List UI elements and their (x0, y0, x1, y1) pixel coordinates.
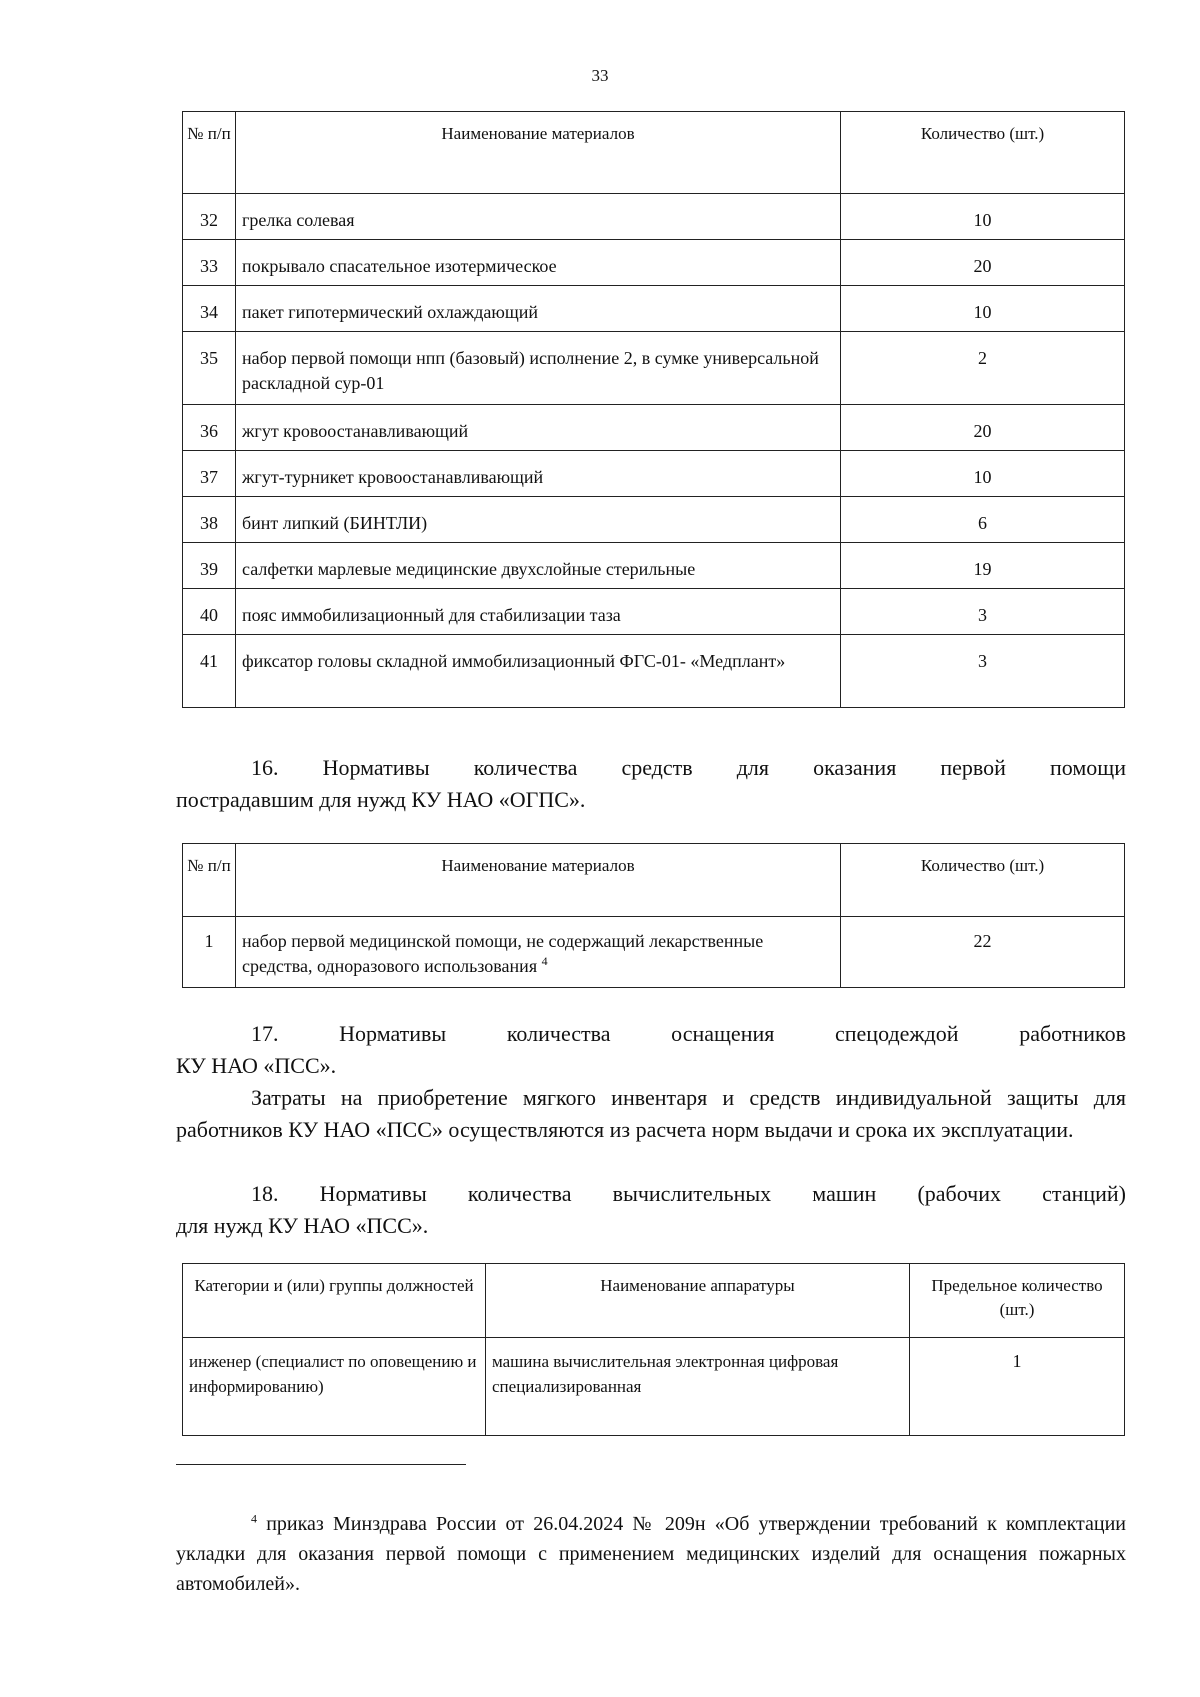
row-name: грелка солевая (236, 194, 841, 240)
table-row (183, 543, 1125, 589)
row-name-text: набор первой медицинской помощи, не содержащий лекарственные средства, одноразового использования (242, 931, 764, 976)
row-quantity: 1 (910, 1338, 1125, 1436)
table-header-row (183, 112, 1125, 194)
column-header-limit-quantity: Предельное количество (шт.) (910, 1264, 1125, 1338)
row-name: покрывало спасательное изотермическое (236, 240, 841, 286)
table-row (183, 451, 1125, 497)
column-header-name: Наименование материалов (236, 844, 841, 917)
column-header-number: № п/п (183, 844, 236, 917)
row-quantity: 3 (841, 635, 1125, 708)
section-17 (176, 1018, 1126, 1146)
section-16-line-1: 16. Нормативы количества средств для оказания первой помощи (251, 755, 1126, 780)
row-number: 1 (183, 917, 236, 988)
row-quantity: 10 (841, 451, 1125, 497)
row-quantity: 3 (841, 589, 1125, 635)
row-number: 36 (183, 405, 236, 451)
section-17-line-1: 17. Нормативы количества оснащения спецодеждой работников (251, 1021, 1126, 1046)
table-header-row (183, 1264, 1125, 1338)
row-name: пакет гипотермический охлаждающий (236, 286, 841, 332)
column-header-category: Категории и (или) группы должностей (183, 1264, 486, 1338)
row-name: набор первой помощи нпп (базовый) исполнение 2, в сумке универсальной раскладной сур-01 (236, 332, 841, 405)
row-name: бинт липкий (БИНТЛИ) (236, 497, 841, 543)
section-18-line-2: для нужд КУ НАО «ПСС». (176, 1213, 429, 1238)
footnote-text: приказ Минздрава России от 26.04.2024 № 209н «Об утверждении требований к комплектации укладки для оказания первой помощи с применением медицинских изделий для оснащения пожарных автомобилей». (176, 1513, 1127, 1595)
row-number: 38 (183, 497, 236, 543)
row-number: 37 (183, 451, 236, 497)
table-header-row (183, 844, 1125, 917)
column-header-name: Наименование материалов (236, 112, 841, 194)
row-quantity: 10 (841, 286, 1125, 332)
column-header-number: № п/п (183, 112, 236, 194)
table-row (183, 497, 1125, 543)
row-equipment: машина вычислительная электронная цифровая специализированная (486, 1338, 910, 1436)
materials-table (182, 111, 1125, 708)
page-number: 33 (591, 66, 609, 85)
section-17-paragraph: Затраты на приобретение мягкого инвентаря и средств индивидуальной защиты для работников КУ НАО «ПСС» осуществляются из расчета норм выдачи и срока их эксплуатации. (176, 1085, 1126, 1142)
row-quantity: 20 (841, 240, 1125, 286)
table-row (183, 286, 1125, 332)
column-header-equipment: Наименование аппаратуры (486, 1264, 910, 1338)
row-name: жгут-турникет кровоостанавливающий (236, 451, 841, 497)
footnote-divider (176, 1464, 466, 1465)
table-row (183, 194, 1125, 240)
row-quantity: 20 (841, 405, 1125, 451)
table-row (183, 635, 1125, 708)
section-17-line-2: КУ НАО «ПСС». (176, 1053, 337, 1078)
row-number: 33 (183, 240, 236, 286)
footnote (176, 1509, 1126, 1599)
row-number: 40 (183, 589, 236, 635)
row-name: фиксатор головы складной иммобилизационный ФГС-01- «Медплант» (236, 635, 841, 708)
row-number: 39 (183, 543, 236, 589)
row-number: 41 (183, 635, 236, 708)
section-18-line-1: 18. Нормативы количества вычислительных машин (рабочих станций) (251, 1181, 1126, 1206)
table-row (183, 405, 1125, 451)
row-quantity: 2 (841, 332, 1125, 405)
footnote-marker: 4 (251, 1511, 257, 1526)
section-18-heading (176, 1178, 1126, 1242)
table-row (183, 917, 1125, 988)
row-number: 34 (183, 286, 236, 332)
row-number: 32 (183, 194, 236, 240)
row-name: жгут кровоостанавливающий (236, 405, 841, 451)
table-row (183, 589, 1125, 635)
row-number: 35 (183, 332, 236, 405)
workstations-table (182, 1263, 1125, 1436)
table-row (183, 1338, 1125, 1436)
section-16-line-2: пострадавшим для нужд КУ НАО «ОГПС». (176, 787, 586, 812)
row-quantity: 6 (841, 497, 1125, 543)
row-quantity: 22 (841, 917, 1125, 988)
table-row (183, 240, 1125, 286)
row-name: пояс иммобилизационный для стабилизации таза (236, 589, 841, 635)
row-quantity: 10 (841, 194, 1125, 240)
row-name (236, 917, 841, 988)
column-header-quantity: Количество (шт.) (841, 844, 1125, 917)
footnote-reference: 4 (541, 954, 548, 968)
row-quantity: 19 (841, 543, 1125, 589)
row-category: инженер (специалист по оповещению и информированию) (183, 1338, 486, 1436)
row-name: салфетки марлевые медицинские двухслойные стерильные (236, 543, 841, 589)
section-16-heading (176, 752, 1126, 816)
table-row (183, 332, 1125, 405)
column-header-quantity: Количество (шт.) (841, 112, 1125, 194)
first-aid-kit-table (182, 843, 1125, 988)
